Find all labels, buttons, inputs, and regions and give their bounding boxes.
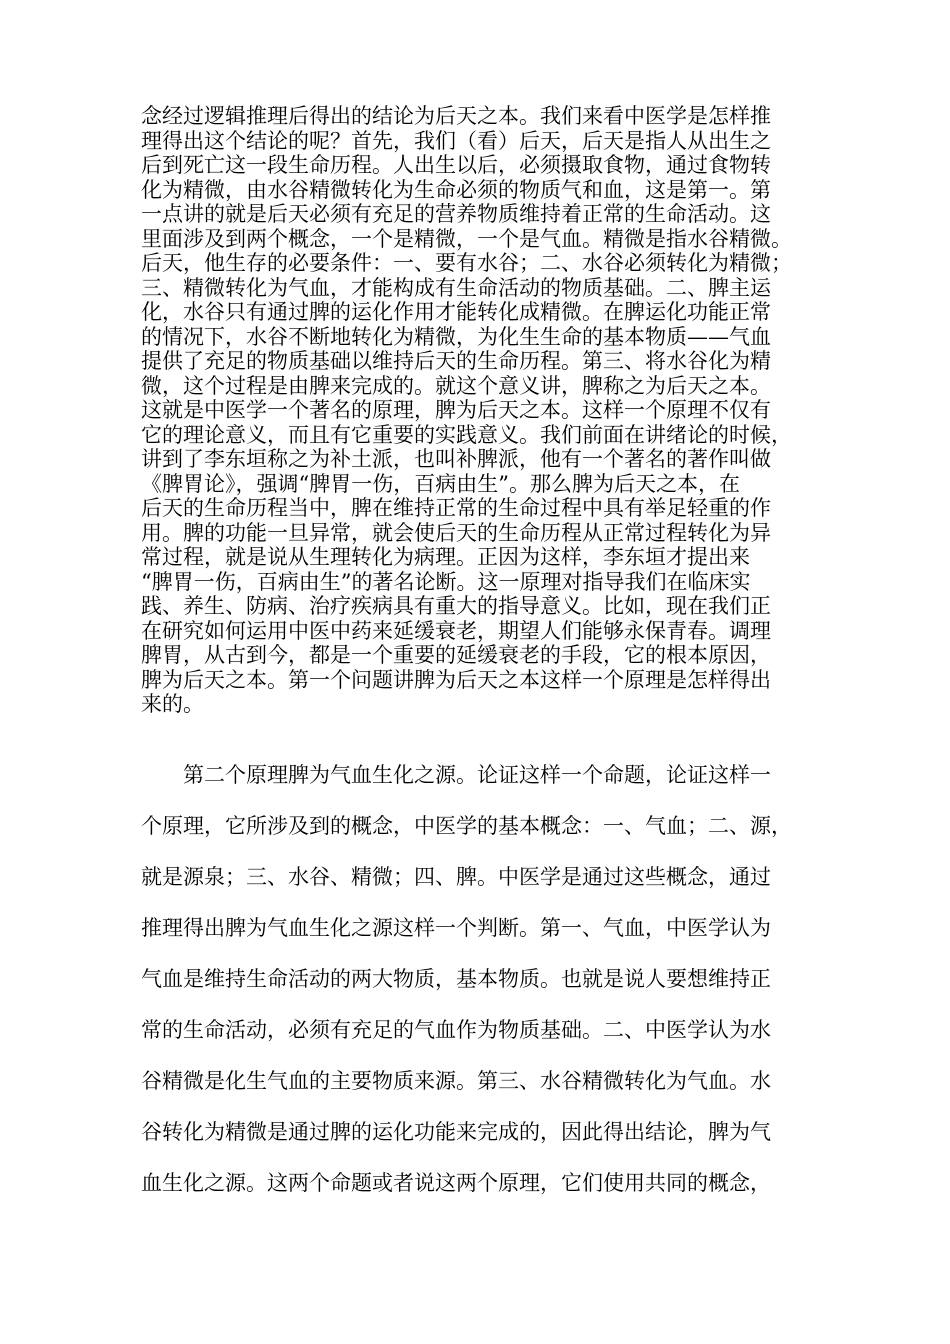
text-line: 化为精微，由水谷精微转化为生命必须的物质气和血，这是第一。第 [141,177,771,202]
text-line: “脾胃一伤，百病由生”的著名论断。这一原理对指导我们在临床实 [141,569,751,594]
text-line: 讲到了李东垣称之为补土派，也叫补脾派，他有一个著名的著作叫做 [141,447,771,471]
text-line: 就是源泉；三、水谷、精微；四、脾。中医学是通过这些概念，通过 [141,865,771,889]
text-line: 一点讲的就是后天必须有充足的营养物质维持着正常的生命活动。这 [141,202,771,226]
text-line: 谷转化为精微是通过脾的运化功能来完成的，因此得出结论，脾为气 [141,1120,771,1144]
text-line: 推理得出脾为气血生化之源这样一个判断。第一、气血，中医学认为 [141,916,771,940]
text-line: 个原理，它所涉及到的概念，中医学的基本概念：一、气血；二、源， [141,814,792,838]
text-line: 的情况下，水谷不断地转化为精微，为化生生命的基本物质——气血 [141,324,771,349]
text-line: 微，这个过程是由脾来完成的。就这个意义讲，脾称之为后天之本。 [141,373,771,398]
text-line: 里面涉及到两个概念，一个是精微，一个是气血。精微是指水谷精微。 [141,226,792,251]
text-line: 第二个原理脾为气血生化之源。论证这样一个命题，论证这样一 [183,763,771,787]
text-line: 这就是中医学一个著名的原理，脾为后天之本。这样一个原理不仅有 [141,398,771,422]
text-line: 血生化之源。这两个命题或者说这两个原理，它们使用共同的概念， [141,1171,771,1195]
text-line: 谷精微是化生气血的主要物质来源。第三、水谷精微转化为气血。水 [141,1069,771,1093]
text-line: 常的生命活动，必须有充足的气血作为物质基础。二、中医学认为水 [141,1018,771,1042]
text-line: 践、养生、防病、治疗疾病具有重大的指导意义。比如，现在我们正 [141,594,771,618]
text-line: 在研究如何运用中医中药来延缓衰老，期望人们能够永保青春。调理 [141,618,771,643]
text-line: 脾胃，从古到今，都是一个重要的延缓衰老的手段，它的根本原因， [141,643,771,667]
text-line: 它的理论意义，而且有它重要的实践意义。我们前面在讲绪论的时候， [141,422,792,447]
paragraph-1 [141,104,811,717]
text-line: 气血是维持生命活动的两大物质，基本物质。也就是说人要想维持正 [141,967,771,991]
text-line: 后天的生命历程当中，脾在维持正常的生命过程中具有举足轻重的作 [141,496,771,520]
text-line: 后到死亡这一段生命历程。人出生以后，必须摄取食物，通过食物转 [141,153,771,177]
text-line: 理得出这个结论的呢？首先，我们（看）后天，后天是指人从出生之 [141,128,771,153]
text-line: 化，水谷只有通过脾的运化作用才能转化成精微。在脾运化功能正常 [141,300,771,324]
paragraph-2 [141,757,811,1216]
text-line: 念经过逻辑推理后得出的结论为后天之本。我们来看中医学是怎样推 [141,104,771,128]
text-line: 用。脾的功能一旦异常，就会使后天的生命历程从正常过程转化为异 [141,520,771,545]
text-line: 脾为后天之本。第一个问题讲脾为后天之本这样一个原理是怎样得出 [141,667,771,692]
text-line: 《脾胃论》，强调“脾胃一伤，百病由生”。那么脾为后天之本，在 [141,471,740,496]
text-line: 后天，他生存的必要条件：一、要有水谷；二、水谷必须转化为精微； [141,251,792,275]
text-line: 常过程，就是说从生理转化为病理。正因为这样，李东垣才提出来 [141,545,750,569]
text-line: 来的。 [141,692,204,716]
text-line: 提供了充足的物质基础以维持后天的生命历程。第三、将水谷化为精 [141,349,771,373]
text-line: 三、精微转化为气血，才能构成有生命活动的物质基础。二、脾主运 [141,275,771,300]
